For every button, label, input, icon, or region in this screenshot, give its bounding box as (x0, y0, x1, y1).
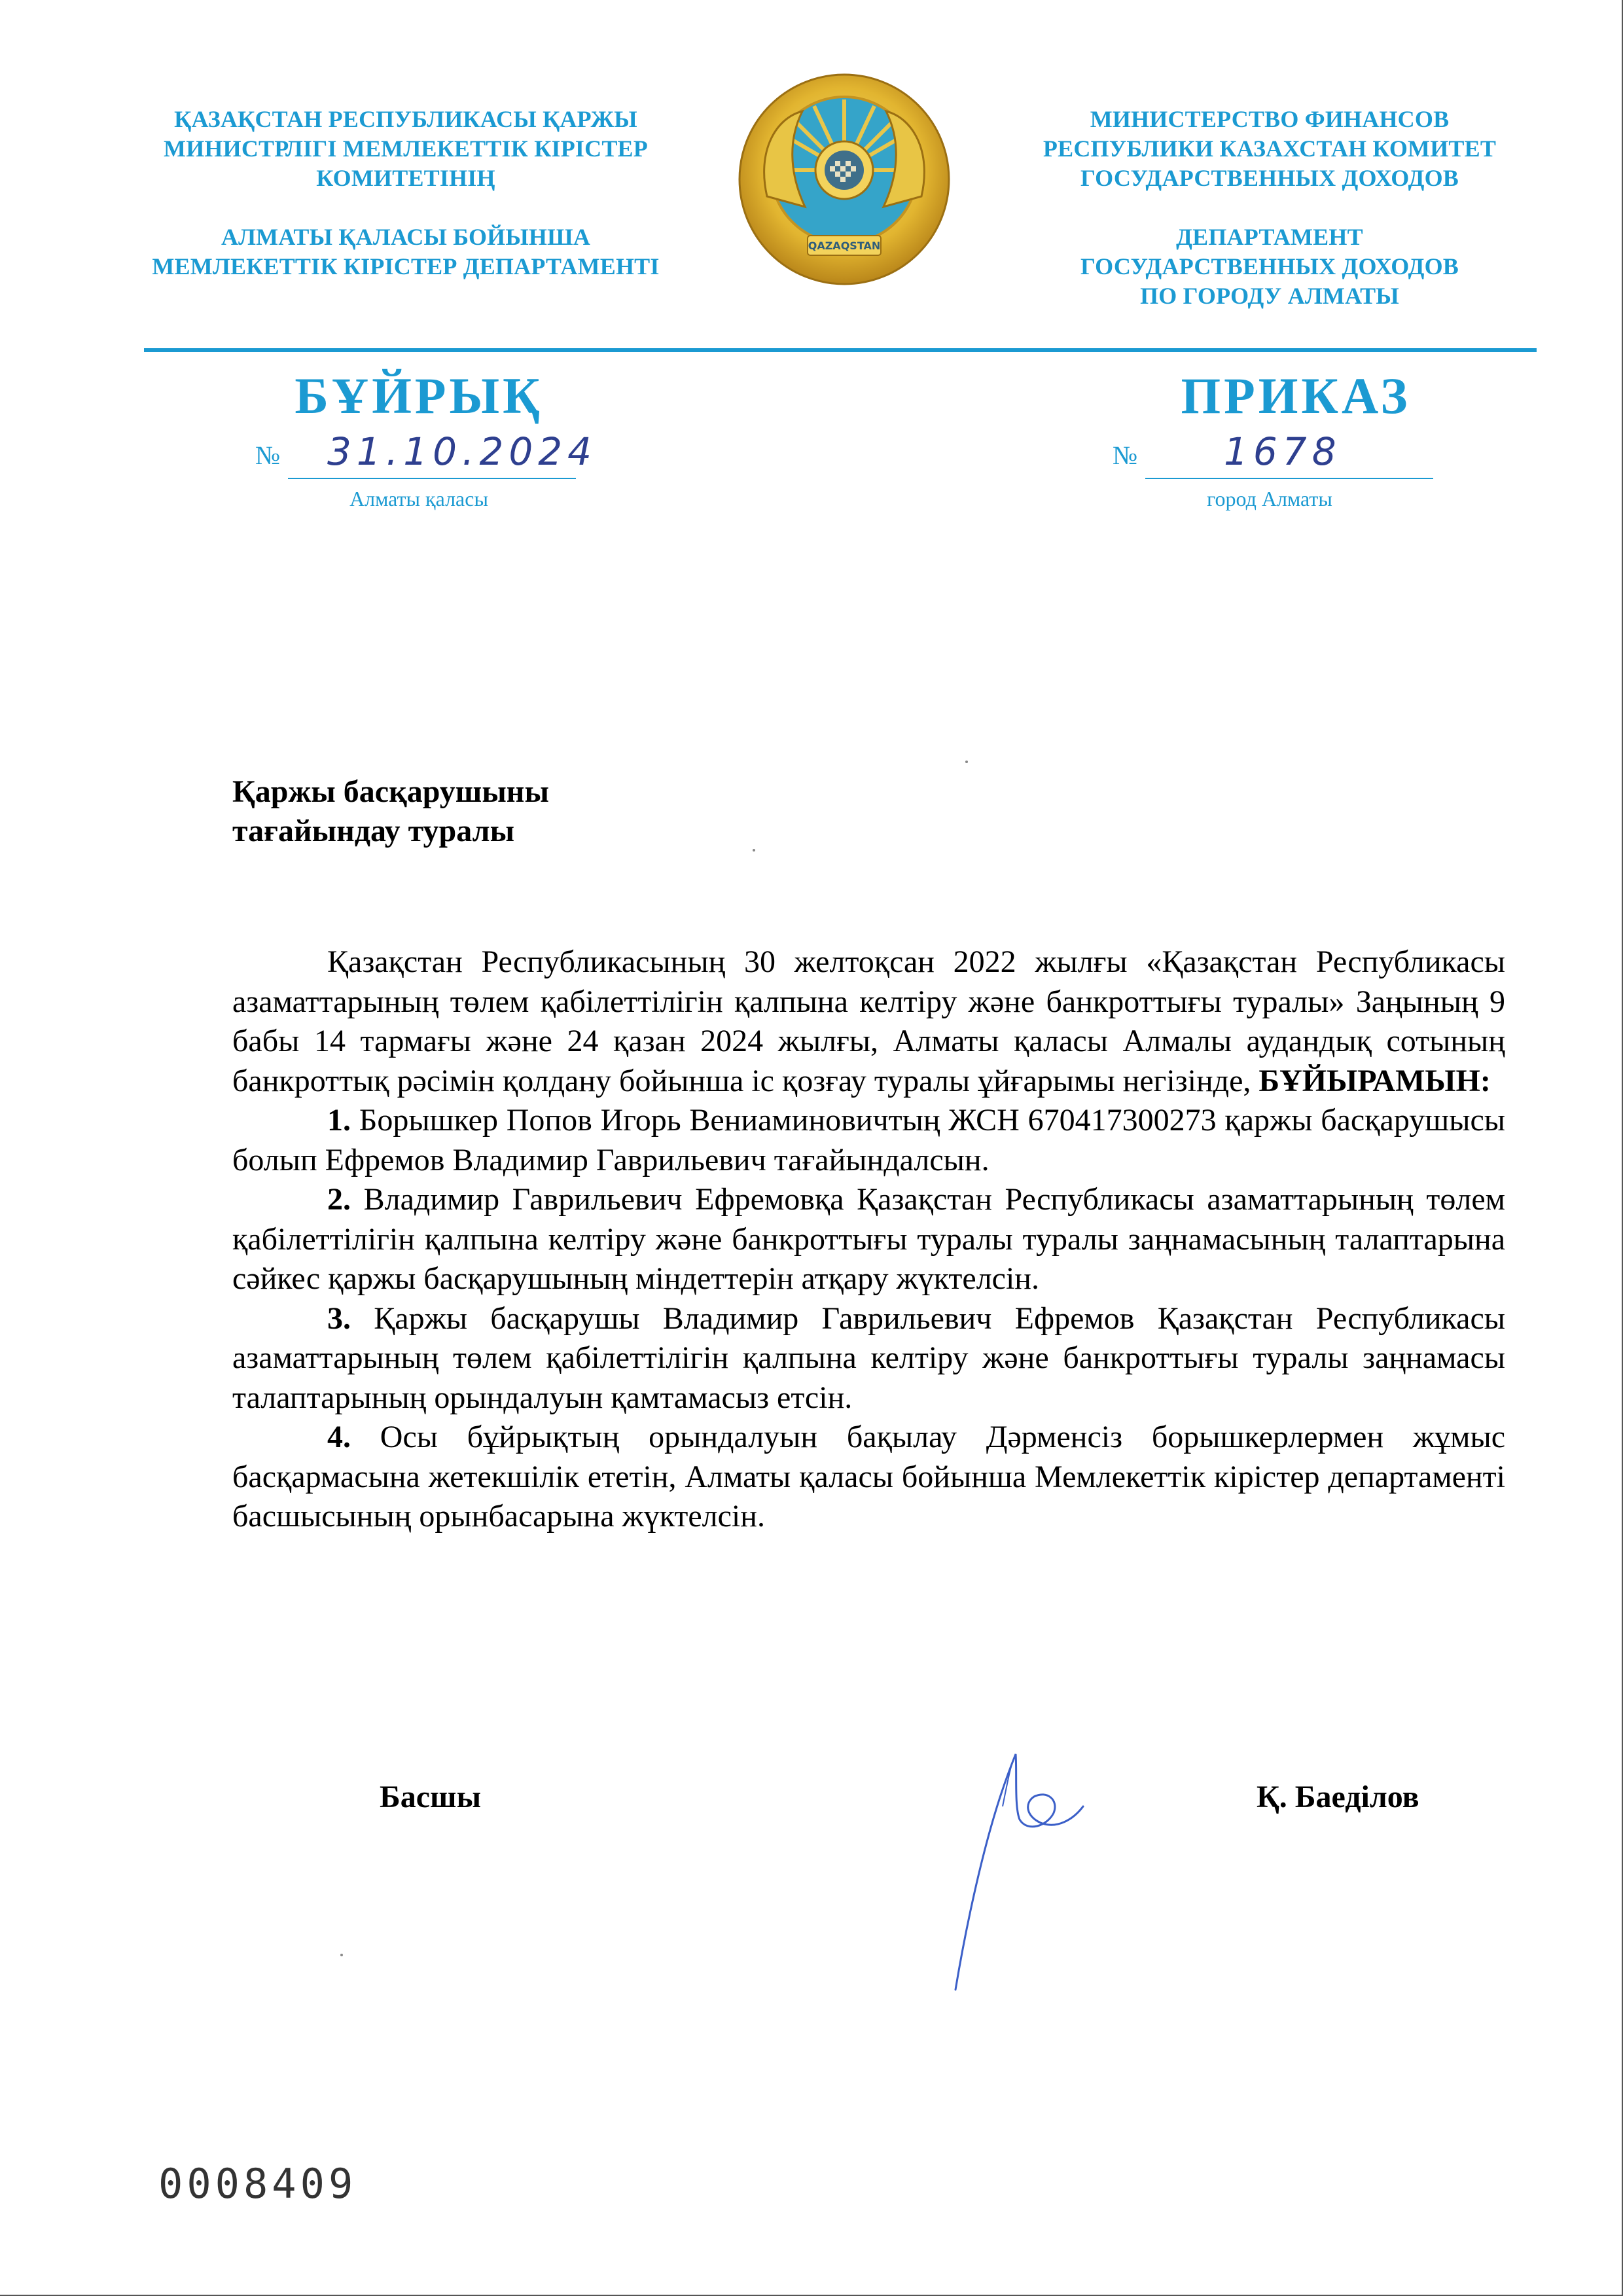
header-ru-line: ДЕПАРТАМЕНТ (1176, 224, 1363, 250)
serial-number: 0008409 (158, 2160, 357, 2208)
intro-command: БҰЙЫРАМЫН: (1258, 1063, 1491, 1098)
number-sign: № (1113, 440, 1138, 470)
document-subject (232, 772, 549, 851)
state-emblem-icon (737, 72, 952, 287)
city-ru: город Алматы (1207, 487, 1332, 511)
handwritten-date: 31.10.2024 (327, 429, 597, 474)
body-item (232, 1180, 1505, 1299)
speck (965, 761, 968, 763)
speck (340, 1954, 343, 1956)
body-item (232, 1418, 1505, 1537)
item-number: 4. (327, 1420, 351, 1454)
city-kz: Алматы қаласы (349, 487, 488, 511)
item-text: Борышкер Попов Игорь Вениаминовичтың ЖСН 670417300273 қаржы басқарушысы болып Ефремов Владимир Гаврильевич тағайындалсын. (232, 1103, 1505, 1177)
speck (753, 849, 755, 852)
item-number: 1. (327, 1103, 351, 1138)
header-kz-line: МЕМЛЕКЕТТІК КІРІСТЕР ДЕПАРТАМЕНТІ (152, 253, 660, 279)
item-number: 3. (327, 1300, 351, 1336)
body-item (232, 1299, 1505, 1418)
number-sign: № (255, 440, 281, 470)
header-ru-line: МИНИСТЕРСТВО ФИНАНСОВ (1090, 106, 1450, 132)
underline (1145, 478, 1433, 479)
header-ru-line: ГОСУДАРСТВЕННЫХ ДОХОДОВ (1080, 165, 1459, 191)
header-kz-line: ҚАЗАҚСТАН РЕСПУБЛИКАСЫ ҚАРЖЫ (174, 106, 637, 132)
order-date-field (255, 429, 597, 479)
order-title-kz: БҰЙРЫҚ (294, 367, 543, 424)
body-item (232, 1101, 1505, 1180)
body-intro (232, 942, 1505, 1101)
underline (288, 478, 576, 479)
item-text: Владимир Гаврильевич Ефремовқа Қазақстан Республикасы азаматтарының төлем қабілеттілігін қалпына келтіру және банкроттығы туралы туралы заңнамасының талаптарына сәйкес қаржы басқарушының міндеттерін атқару жүктелсін. (232, 1182, 1506, 1296)
header-kz-line: АЛМАТЫ ҚАЛАСЫ БОЙЫНША (221, 224, 591, 250)
header-kz-line: КОМИТЕТІНІҢ (316, 165, 495, 191)
handwritten-signature-icon (942, 1734, 1113, 1996)
header-kz-line: МИНИСТРЛІГІ МЕМЛЕКЕТТІК КІРІСТЕР (164, 135, 648, 162)
signatory-name: Қ. Баеділов (1257, 1780, 1419, 1814)
header-ru (962, 105, 1577, 311)
subject-line: тағайындау туралы (232, 814, 515, 848)
handwritten-number: 1678 (1224, 429, 1342, 474)
document-body (232, 942, 1505, 1537)
emblem-inscription: QAZAQSTAN (808, 240, 881, 252)
header-ru-line: РЕСПУБЛИКИ КАЗАХСТАН КОМИТЕТ (1043, 135, 1497, 162)
item-text: Осы бұйрықтың орындалуын бақылау Дәрменсіз борышкерлермен жұмыс басқармасына жетекшілік ететін, Алматы қаласы бойынша Мемлекеттік кірістер департаменті басшысының орынбасарына жүктелсін. (232, 1420, 1506, 1534)
signatory-position: Басшы (380, 1780, 482, 1814)
header-ru-line: ПО ГОРОДУ АЛМАТЫ (1140, 283, 1399, 309)
item-text: Қаржы басқарушы Владимир Гаврильевич Ефремов Қазақстан Республикасы азаматтарының төлем қабілеттілігін қалпына келтіру және банкроттығы туралы заңнамасы талаптарының орындалуын қамтамасыз етсін. (232, 1300, 1505, 1415)
intro-text: Қазақстан Республикасының 30 желтоқсан 2022 жылғы «Қазақстан Республикасы азаматтарының төлем қабілеттілігін қалпына келтіру және банкроттығы туралы» Заңының 9 бабы 14 тармағы және 24 қазан 2024 жылғы, Алматы қаласы Алмалы аудандық сотының банкроттық рәсімін қолдану бойынша іс қозғау туралы ұйғарымы негізінде, (232, 944, 1505, 1098)
header-kz (98, 105, 713, 281)
subject-line: Қаржы басқарушыны (232, 774, 549, 809)
order-title-ru: ПРИКАЗ (1181, 367, 1411, 424)
order-number-field (1113, 429, 1433, 479)
header-divider (144, 348, 1537, 352)
item-number: 2. (327, 1182, 351, 1217)
header-ru-line: ГОСУДАРСТВЕННЫХ ДОХОДОВ (1080, 253, 1459, 279)
